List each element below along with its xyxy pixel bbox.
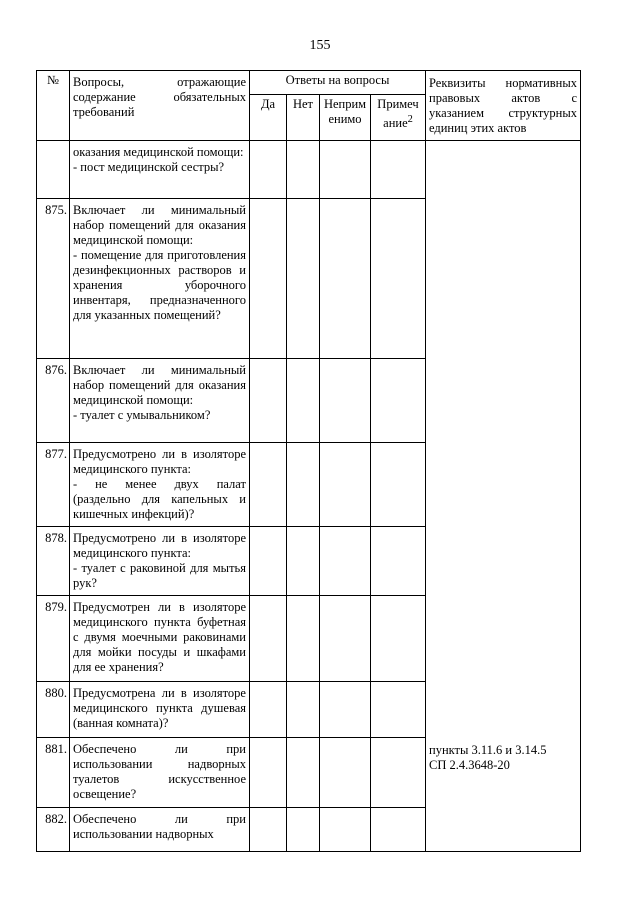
question-text	[70, 141, 250, 199]
question-text	[70, 596, 250, 682]
answer-yes-cell[interactable]	[250, 808, 287, 852]
header-note-line2: ание	[383, 116, 408, 131]
table-row	[37, 141, 581, 199]
header-num: №	[37, 71, 70, 141]
row-number: 880.	[37, 682, 70, 738]
question-line: - не менее двух палат (раздельно для капельных и кишечных инфекций)?	[73, 477, 246, 521]
refs-cell-881	[426, 738, 581, 852]
row-number: 881.	[37, 738, 70, 808]
row-number: 877.	[37, 443, 70, 527]
answer-no-cell[interactable]	[287, 527, 320, 596]
question-line: Включает ли минимальный набор помещений для оказания медицинской помощи:	[73, 363, 246, 407]
header-yes: Да	[250, 95, 287, 141]
question-line: - туалет с раковиной для мытья рук?	[73, 561, 246, 590]
question-line: Предусмотрен ли в изоляторе медицинского пункта буфетная с двумя моечными раковинами для мойки посуды и шкафами для ее хранения?	[73, 600, 246, 674]
answer-note-cell[interactable]	[371, 359, 426, 443]
header-answers: Ответы на вопросы	[250, 71, 426, 95]
question-text	[70, 443, 250, 527]
answer-no-cell[interactable]	[287, 738, 320, 808]
answer-no-cell[interactable]	[287, 443, 320, 527]
answer-na-cell[interactable]	[320, 682, 371, 738]
header-na-line1: Неприм	[323, 97, 367, 111]
checklist-table	[36, 70, 581, 852]
answer-yes-cell[interactable]	[250, 443, 287, 527]
question-line: Предусмотрена ли в изоляторе медицинского пункта душевая (ванная комната)?	[73, 686, 246, 730]
answer-na-cell[interactable]	[320, 141, 371, 199]
header-note	[371, 95, 426, 141]
row-number: 876.	[37, 359, 70, 443]
page-number: 155	[309, 38, 331, 53]
answer-na-cell[interactable]	[320, 808, 371, 852]
row-number: 875.	[37, 199, 70, 359]
question-line: Предусмотрено ли в изоляторе медицинского пункта:	[73, 447, 246, 476]
question-line: Обеспечено ли при использовании надворных туалетов искусственное освещение?	[73, 742, 246, 801]
answer-na-cell[interactable]	[320, 596, 371, 682]
header-question: Вопросы, отражающие содержание обязательных требований	[70, 71, 250, 141]
answer-na-cell[interactable]	[320, 359, 371, 443]
question-line: Предусмотрено ли в изоляторе медицинского пункта:	[73, 531, 246, 560]
question-line: оказания медицинской помощи:	[73, 145, 244, 159]
answer-yes-cell[interactable]	[250, 527, 287, 596]
question-text	[70, 738, 250, 808]
question-line: - помещение для приготовления дезинфекционных растворов и хранения уборочного инвентаря, предназначенного для указанных помещений?	[73, 248, 246, 322]
answer-yes-cell[interactable]	[250, 682, 287, 738]
answer-na-cell[interactable]	[320, 738, 371, 808]
question-text	[70, 808, 250, 852]
answer-no-cell[interactable]	[287, 808, 320, 852]
answer-note-cell[interactable]	[371, 443, 426, 527]
question-line: Обеспечено ли при использовании надворных	[73, 812, 246, 841]
question-text	[70, 682, 250, 738]
answer-yes-cell[interactable]	[250, 596, 287, 682]
checklist-table-wrapper	[36, 70, 581, 852]
answer-yes-cell[interactable]	[250, 359, 287, 443]
answer-na-cell[interactable]	[320, 443, 371, 527]
row-number	[37, 141, 70, 199]
table-row	[37, 738, 581, 808]
answer-yes-cell[interactable]	[250, 199, 287, 359]
answer-no-cell[interactable]	[287, 359, 320, 443]
header-note-footnote: 2	[407, 114, 413, 125]
answer-note-cell[interactable]	[371, 596, 426, 682]
question-text	[70, 527, 250, 596]
answer-note-cell[interactable]	[371, 527, 426, 596]
question-text	[70, 199, 250, 359]
header-not-applicable	[320, 95, 371, 141]
answer-no-cell[interactable]	[287, 141, 320, 199]
answer-note-cell[interactable]	[371, 738, 426, 808]
answer-no-cell[interactable]	[287, 596, 320, 682]
answer-no-cell[interactable]	[287, 199, 320, 359]
row-number: 879.	[37, 596, 70, 682]
header-na-line2: енимо	[328, 112, 362, 126]
header-no: Нет	[287, 95, 320, 141]
answer-yes-cell[interactable]	[250, 141, 287, 199]
refs-cell	[426, 141, 581, 738]
answer-note-cell[interactable]	[371, 141, 426, 199]
ref-line: СП 2.4.3648-20	[429, 757, 510, 772]
question-text	[70, 359, 250, 443]
header-note-line1: Примеч	[377, 97, 419, 111]
answer-yes-cell[interactable]	[250, 738, 287, 808]
answer-note-cell[interactable]	[371, 199, 426, 359]
question-line: - пост медицинской сестры?	[73, 160, 225, 174]
question-line: - туалет с умывальником?	[73, 408, 211, 422]
ref-line: пункты 3.11.6 и 3.14.5	[429, 742, 547, 757]
header-row	[37, 71, 581, 95]
row-number: 882.	[37, 808, 70, 852]
answer-note-cell[interactable]	[371, 808, 426, 852]
answer-na-cell[interactable]	[320, 527, 371, 596]
question-line: Включает ли минимальный набор помещений для оказания медицинской помощи:	[73, 203, 246, 247]
answer-na-cell[interactable]	[320, 199, 371, 359]
header-refs: Реквизиты нормативных правовых актов с указанием структурных единиц этих актов	[426, 71, 581, 141]
row-number: 878.	[37, 527, 70, 596]
answer-no-cell[interactable]	[287, 682, 320, 738]
answer-note-cell[interactable]	[371, 682, 426, 738]
